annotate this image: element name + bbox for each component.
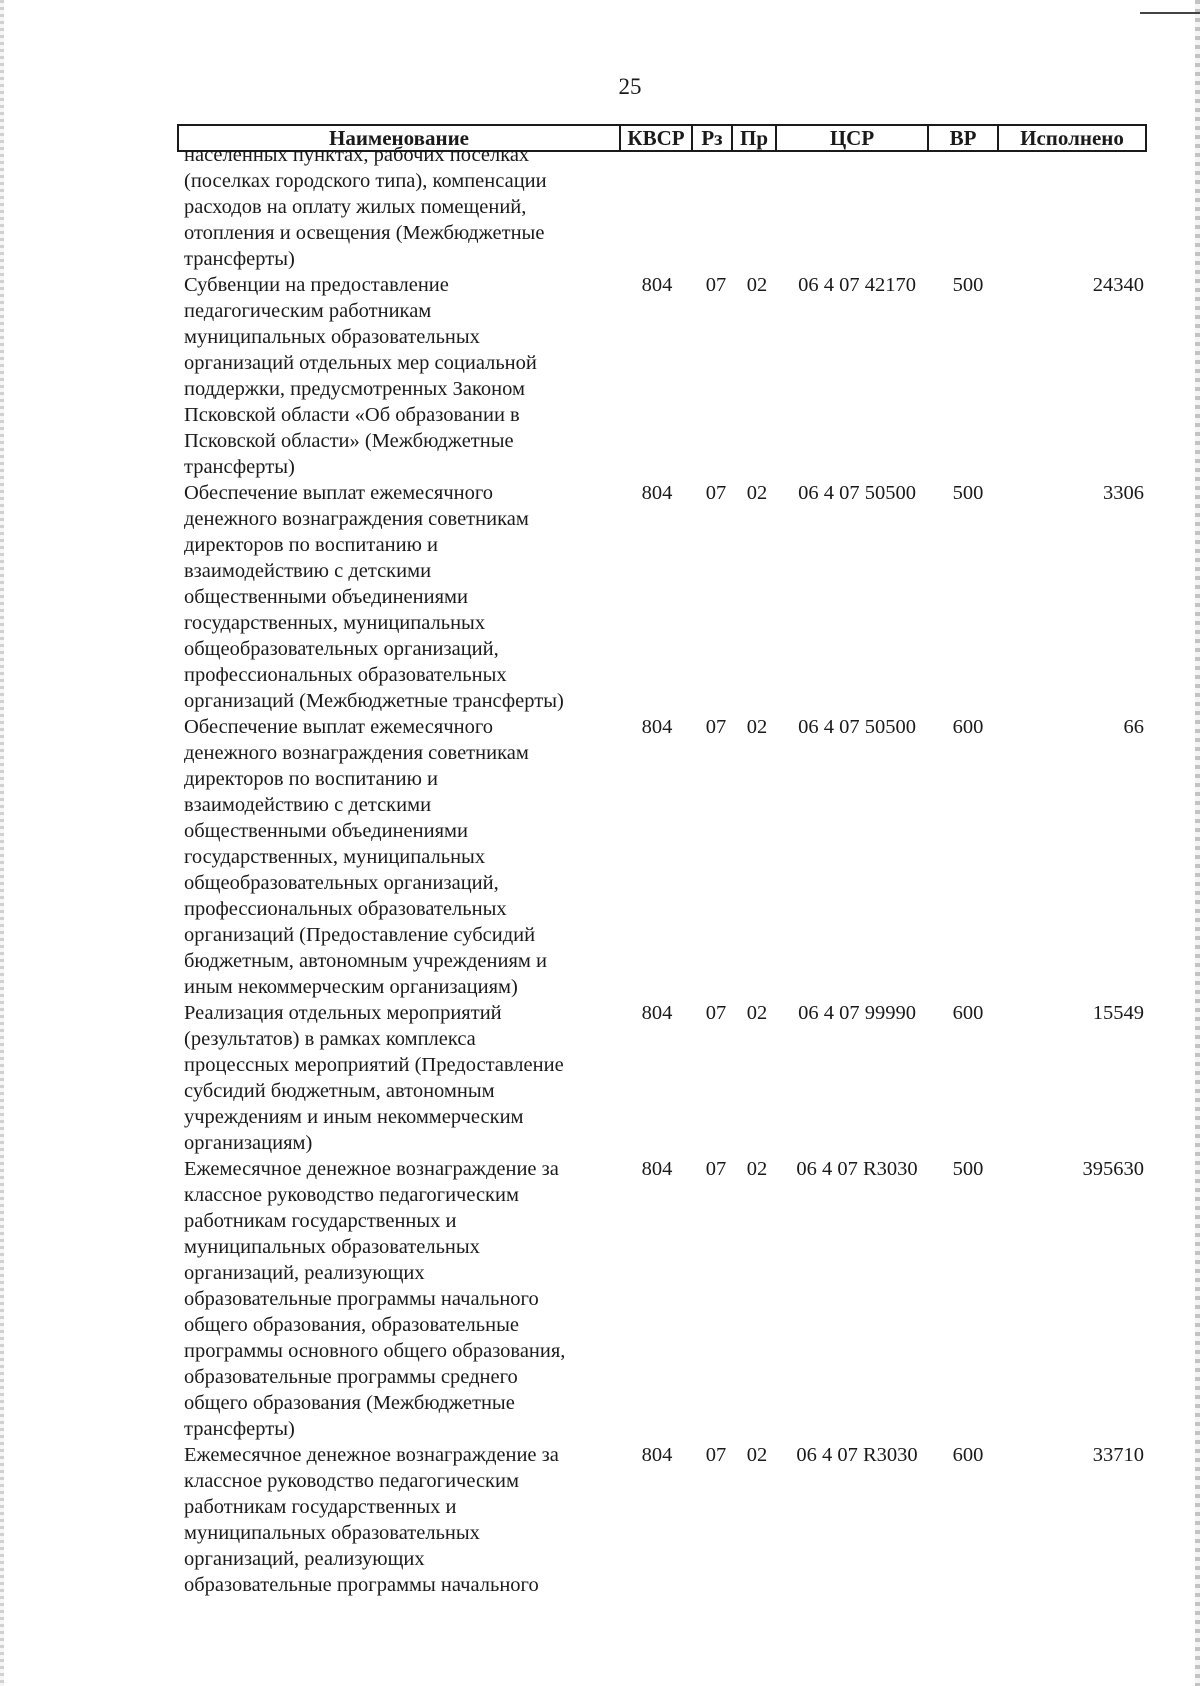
cell-rz: 07	[705, 1444, 727, 1466]
name-line: общего образования, образовательные	[184, 1314, 519, 1336]
header-kvsr: КВСР	[619, 126, 691, 150]
name-line: общеобразовательных организаций,	[184, 872, 499, 894]
name-line: директоров по воспитанию и	[184, 534, 439, 556]
name-line: (результатов) в рамках комплекса	[184, 1028, 476, 1050]
cell-pr: 02	[746, 716, 768, 738]
name-line: Псковской области» (Межбюджетные	[184, 430, 514, 452]
cell-pr: 02	[746, 1158, 768, 1180]
cell-pr: 02	[746, 1444, 768, 1466]
name-line: общественными объединениями	[184, 820, 468, 842]
cell-kvsr: 804	[641, 716, 673, 738]
name-line: профессиональных образовательных	[184, 898, 507, 920]
name-line: классное руководство педагогическим	[184, 1184, 519, 1206]
cell-executed: 15549	[1092, 1002, 1144, 1024]
name-line: Ежемесячное денежное вознаграждение за	[184, 1158, 559, 1180]
cell-csr: 06 4 07 99990	[798, 1002, 916, 1024]
cell-vr: 600	[952, 716, 984, 738]
name-line: работникам государственных и	[184, 1496, 457, 1518]
cell-pr: 02	[746, 482, 768, 504]
name-line: процессных мероприятий (Предоставление	[184, 1054, 564, 1076]
scan-edge-right	[1195, 0, 1200, 1686]
name-line: государственных, муниципальных	[184, 612, 486, 634]
name-line: Реализация отдельных мероприятий	[184, 1002, 502, 1024]
header-vr: ВР	[927, 126, 997, 150]
name-line: трансферты)	[184, 456, 295, 478]
name-line: Субвенции на предоставление	[184, 274, 449, 296]
name-line: Обеспечение выплат ежемесячного	[184, 482, 493, 504]
table-row	[184, 1000, 1144, 1156]
header-pr: Пр	[731, 126, 775, 150]
cell-vr: 500	[952, 482, 984, 504]
cell-vr: 600	[952, 1444, 984, 1466]
name-line: взаимодействию с детскими	[184, 794, 432, 816]
name-line: организациям)	[184, 1132, 313, 1154]
header-name: Наименование	[329, 126, 469, 150]
cell-vr: 500	[952, 1158, 984, 1180]
cell-name	[184, 480, 614, 714]
cell-name	[184, 142, 614, 272]
header-csr: ЦСР	[775, 126, 927, 150]
name-line: муниципальных образовательных	[184, 1522, 480, 1544]
cell-rz: 07	[705, 274, 727, 296]
name-line: организаций, реализующих	[184, 1548, 425, 1570]
table-row	[184, 1156, 1144, 1442]
cell-csr: 06 4 07 R3030	[796, 1444, 918, 1466]
name-line: образовательные программы среднего	[184, 1366, 518, 1388]
name-line: образовательные программы начального	[184, 1574, 539, 1596]
cell-executed: 33710	[1092, 1444, 1144, 1466]
name-line: расходов на оплату жилых помещений,	[184, 196, 527, 218]
name-line: педагогическим работникам	[184, 300, 432, 322]
name-line: трансферты)	[184, 248, 295, 270]
name-line: денежного вознаграждения советникам	[184, 742, 529, 764]
cell-executed: 66	[1123, 716, 1144, 738]
name-line: Ежемесячное денежное вознаграждение за	[184, 1444, 559, 1466]
name-line: муниципальных образовательных	[184, 326, 480, 348]
name-line: общеобразовательных организаций,	[184, 638, 499, 660]
header-executed: Исполнено	[997, 126, 1145, 150]
cell-csr: 06 4 07 42170	[798, 274, 916, 296]
name-line: Псковской области «Об образовании в	[184, 404, 520, 426]
cell-kvsr: 804	[641, 1002, 673, 1024]
cell-name	[184, 1442, 614, 1598]
cell-rz: 07	[705, 1158, 727, 1180]
cell-rz: 07	[705, 482, 727, 504]
name-line: программы основного общего образования,	[184, 1340, 566, 1362]
scan-edge-left	[0, 0, 4, 1686]
name-line: иным некоммерческим организациям)	[184, 976, 518, 998]
name-line: трансферты)	[184, 1418, 295, 1440]
name-line: (поселках городского типа), компенсации	[184, 170, 547, 192]
name-line: работникам государственных и	[184, 1210, 457, 1232]
cell-kvsr: 804	[641, 1444, 673, 1466]
name-line: организаций (Предоставление субсидий	[184, 924, 536, 946]
name-line: субсидий бюджетным, автономным	[184, 1080, 495, 1102]
name-line: государственных, муниципальных	[184, 846, 486, 868]
cell-kvsr: 804	[641, 1158, 673, 1180]
header-rz: Рз	[691, 126, 731, 150]
table-row	[184, 272, 1144, 480]
name-line: организаций, реализующих	[184, 1262, 425, 1284]
name-line: директоров по воспитанию и	[184, 768, 439, 790]
name-line: образовательные программы начального	[184, 1288, 539, 1310]
name-line: общественными объединениями	[184, 586, 468, 608]
scan-corner-mark	[1140, 12, 1200, 14]
name-line: денежного вознаграждения советникам	[184, 508, 529, 530]
cell-rz: 07	[705, 1002, 727, 1024]
name-line: профессиональных образовательных	[184, 664, 507, 686]
table-row	[184, 714, 1144, 1000]
cell-csr: 06 4 07 50500	[798, 482, 916, 504]
name-line: отопления и освещения (Межбюджетные	[184, 222, 545, 244]
name-line: организаций (Межбюджетные трансферты)	[184, 690, 564, 712]
table-row	[184, 142, 1144, 272]
cell-csr: 06 4 07 50500	[798, 716, 916, 738]
cell-executed: 395630	[1082, 1158, 1144, 1180]
cell-vr: 500	[952, 274, 984, 296]
cell-name	[184, 714, 614, 1000]
name-line: классное руководство педагогическим	[184, 1470, 519, 1492]
name-line: организаций отдельных мер социальной	[184, 352, 537, 374]
name-line: Обеспечение выплат ежемесячного	[184, 716, 493, 738]
cell-pr: 02	[746, 274, 768, 296]
name-line: бюджетным, автономным учреждениям и	[184, 950, 547, 972]
name-line: населенных пунктах, рабочих поселках	[184, 144, 530, 166]
cell-pr: 02	[746, 1002, 768, 1024]
name-line: поддержки, предусмотренных Законом	[184, 378, 525, 400]
cell-name	[184, 272, 614, 480]
name-line: взаимодействию с детскими	[184, 560, 432, 582]
page-number: 25	[618, 74, 642, 99]
table-row	[184, 480, 1144, 714]
cell-rz: 07	[705, 716, 727, 738]
cell-kvsr: 804	[641, 482, 673, 504]
table-row	[184, 1442, 1144, 1598]
cell-kvsr: 804	[641, 274, 673, 296]
cell-executed: 3306	[1103, 482, 1144, 504]
cell-vr: 600	[952, 1002, 984, 1024]
cell-executed: 24340	[1092, 274, 1144, 296]
name-line: учреждениям и иным некоммерческим	[184, 1106, 524, 1128]
name-line: муниципальных образовательных	[184, 1236, 480, 1258]
cell-name	[184, 1156, 614, 1442]
name-line: общего образования (Межбюджетные	[184, 1392, 515, 1414]
cell-name	[184, 1000, 614, 1156]
cell-csr: 06 4 07 R3030	[796, 1158, 918, 1180]
